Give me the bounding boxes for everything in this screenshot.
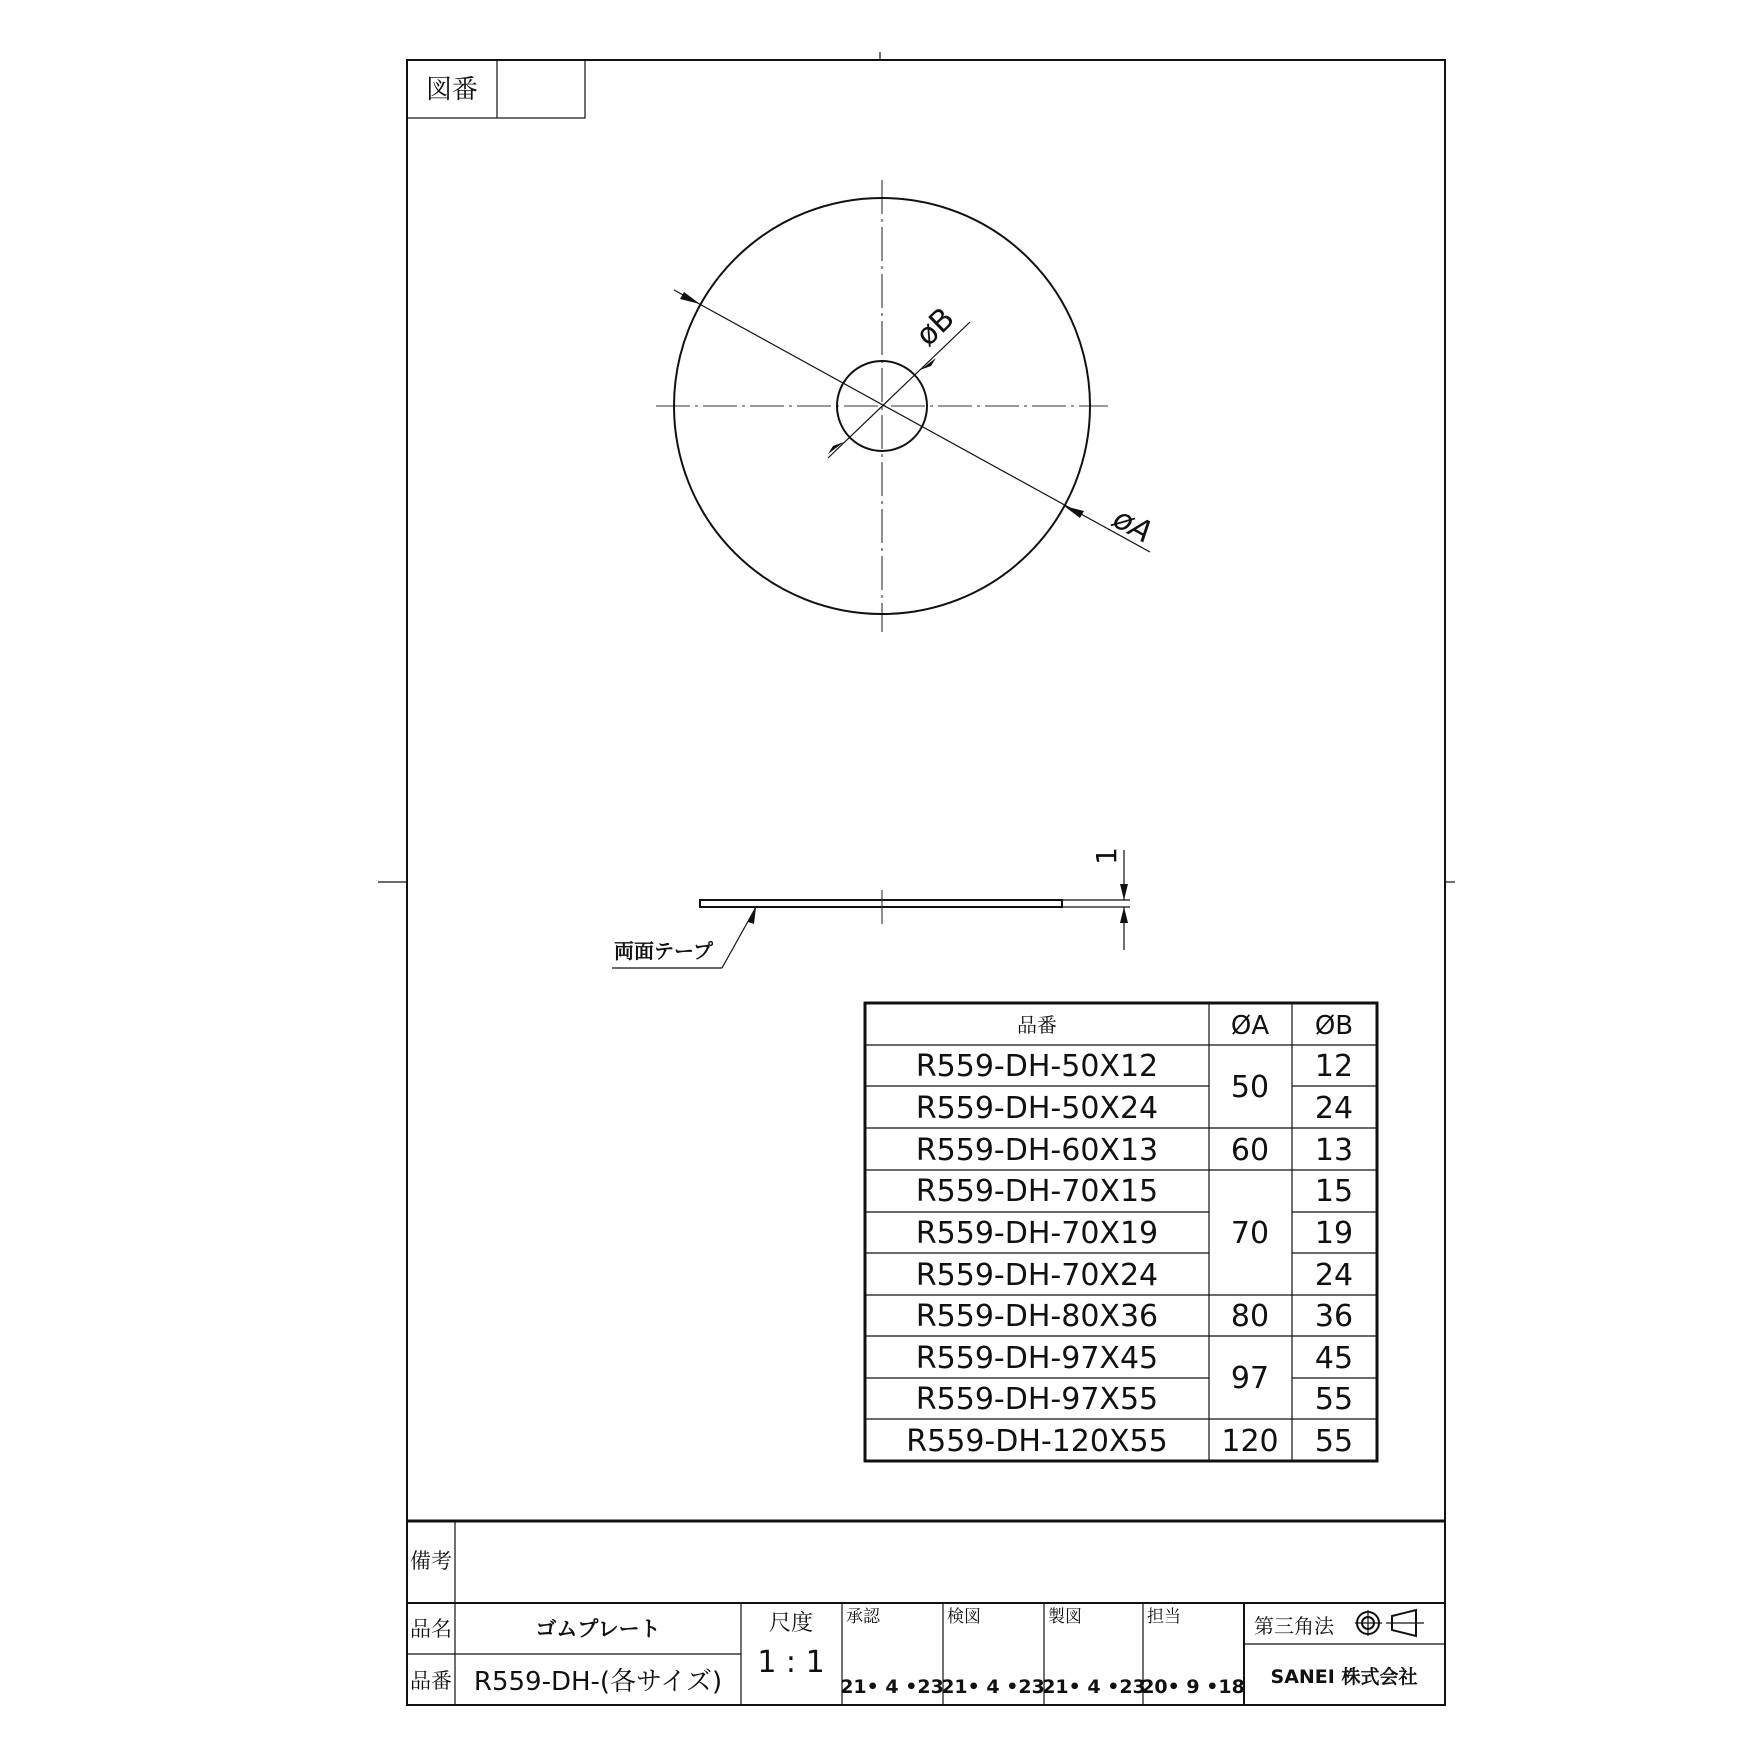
tape-leader-line [722,907,756,968]
thickness-arrow-top [1120,884,1128,900]
table-cell-dia-b: 13 [1314,1133,1354,1168]
table-cell-dia-a: 70 [1230,1216,1270,1251]
drawn-label: 製図 [1048,1607,1082,1627]
charge-date: 20• 9 •18 [1141,1676,1245,1698]
plate-profile [700,900,1062,907]
table-cell-part-no: R559-DH-97X55 [915,1382,1159,1417]
number-value: R559-DH-(各サイズ) [473,1667,723,1697]
table-cell-dia-b: 24 [1314,1258,1354,1293]
table-cell-dia-a: 120 [1221,1424,1279,1459]
approved-label: 承認 [846,1607,880,1627]
checked-date: 21• 4 •23 [941,1676,1045,1698]
side-view [612,847,1130,968]
approved-date: 21• 4 •23 [840,1676,944,1698]
projection-label: 第三角法 [1254,1614,1334,1638]
table-cell-dia-b: 19 [1314,1216,1354,1251]
table-cell-dia-b: 12 [1314,1049,1354,1084]
table-cell-part-no: R559-DH-120X55 [906,1424,1168,1459]
table-cell-dia-a: 97 [1230,1361,1270,1396]
third-angle-projection-icon [1355,1610,1424,1636]
table-cell-dia-a: 50 [1230,1070,1270,1105]
table-cell-dia-b: 15 [1314,1174,1354,1209]
table-cell-dia-b: 55 [1314,1382,1354,1417]
table-cell-part-no: R559-DH-70X24 [915,1258,1159,1293]
name-value: ゴムプレート [535,1617,661,1641]
table-cell-part-no: R559-DH-70X19 [915,1216,1159,1251]
thickness-label: 1 [1090,847,1123,865]
header-dia-b: ØB [1314,1011,1354,1041]
drawing-number-box [407,60,585,118]
number-label: 品番 [410,1669,452,1693]
drawn-date: 21• 4 •23 [1042,1676,1146,1698]
table-cell-dia-b: 24 [1314,1091,1354,1126]
thickness-arrow-bottom [1120,907,1128,923]
name-label: 品名 [410,1617,452,1641]
table-cell-dia-b: 45 [1314,1341,1354,1376]
dia-b-label: øB [909,301,962,354]
drawing-number-label: 図番 [425,75,479,105]
header-dia-a: ØA [1230,1011,1270,1041]
remarks-label: 備考 [410,1549,452,1573]
tape-leader-arrow [748,907,756,924]
table-cell-dia-b: 36 [1314,1299,1354,1334]
table-cell-part-no: R559-DH-60X13 [915,1133,1159,1168]
company-name: SANEI 株式会社 [1270,1666,1418,1688]
table-cell-part-no: R559-DH-97X45 [915,1341,1159,1376]
table-cell-dia-a: 60 [1230,1133,1270,1168]
header-part-no: 品番 [1017,1013,1057,1037]
table-cell-part-no: R559-DH-50X12 [915,1049,1159,1084]
table-cell-part-no: R559-DH-50X24 [915,1091,1159,1126]
tape-callout-label: 両面テープ [614,939,713,963]
dia-b-dimension [828,301,970,458]
parts-table [865,1003,1377,1461]
table-cell-dia-b: 55 [1314,1424,1354,1459]
table-cell-part-no: R559-DH-70X15 [915,1174,1159,1209]
scale-label: 尺度 [768,1611,814,1636]
title-block [407,1521,1445,1705]
top-view [656,180,1158,632]
charge-label: 担当 [1147,1607,1181,1627]
table-cell-part-no: R559-DH-80X36 [915,1299,1159,1334]
table-cell-dia-a: 80 [1230,1299,1270,1334]
scale-value: 1 : 1 [757,1645,825,1680]
checked-label: 検図 [947,1607,981,1627]
dia-a-label: øA [1107,500,1159,551]
